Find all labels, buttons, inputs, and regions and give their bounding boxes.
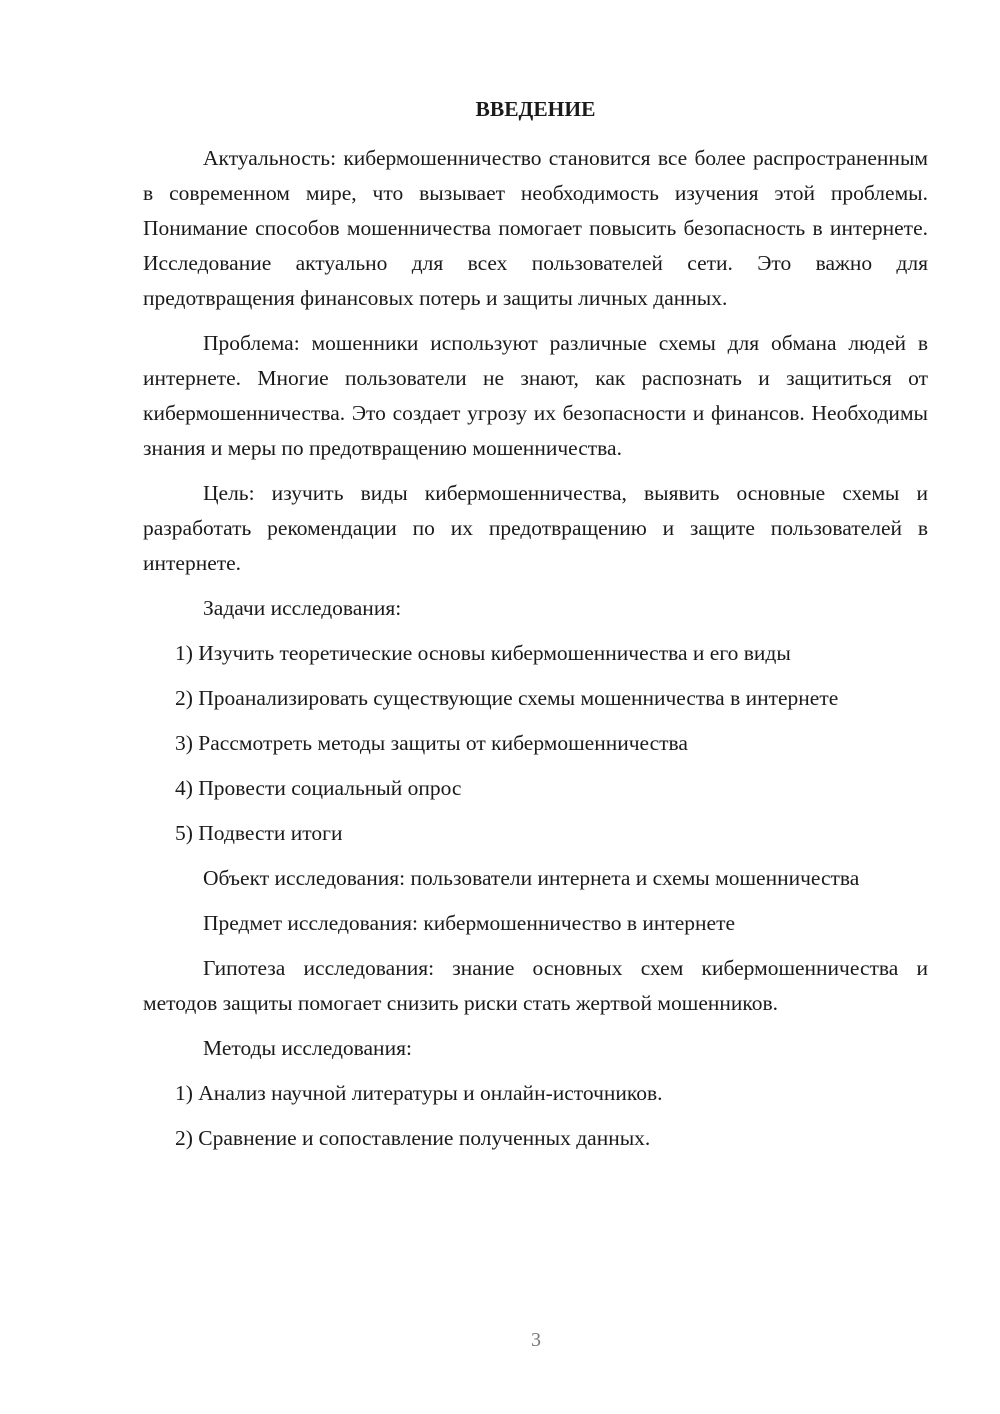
- object-paragraph: Объект исследования: пользователи интернета и схемы мошенничества: [203, 866, 860, 890]
- tasks-heading: Задачи исследования:: [203, 596, 402, 620]
- task-item: 3) Рассмотреть методы защиты от кибермошенничества: [175, 731, 688, 755]
- page-number: 3: [531, 1329, 541, 1351]
- problem-paragraph: Проблема: мошенники используют различные схемы для обмана людей в интернете. Многие пользователи не знают, как распознать и защититься от кибермошенничества. Это создает угрозу их безопасности и финансов. Необходимы знания и меры по предотвращению мошенничества.: [143, 331, 928, 460]
- task-item: 5) Подвести итоги: [175, 821, 343, 845]
- method-item: 1) Анализ научной литературы и онлайн-источников.: [175, 1081, 663, 1105]
- document-page: [143, 92, 928, 1166]
- goal-paragraph: Цель: изучить виды кибермошенничества, выявить основные схемы и разработать рекомендации по их предотвращению и защите пользователей в интернете.: [143, 481, 928, 575]
- method-item: 2) Сравнение и сопоставление полученных данных.: [175, 1126, 651, 1150]
- subject-paragraph: Предмет исследования: кибермошенничество в интернете: [203, 911, 736, 935]
- task-item: 4) Провести социальный опрос: [175, 776, 462, 800]
- relevance-paragraph: Актуальность: кибермошенничество становится все более распространенным в современном мире, что вызывает необходимость изучения этой проблемы. Понимание способов мошенничества помогает повысить безопасность в интернете. Исследование актуально для всех пользователей сети. Это важно для предотвращения финансовых потерь и защиты личных данных.: [143, 146, 928, 310]
- page-title: ВВЕДЕНИЕ: [475, 97, 596, 121]
- hypothesis-paragraph: Гипотеза исследования: знание основных схем кибермошенничества и методов защиты помогает снизить риски стать жертвой мошенников.: [143, 956, 928, 1015]
- methods-heading: Методы исследования:: [203, 1036, 412, 1060]
- task-item: 2) Проанализировать существующие схемы мошенничества в интернете: [175, 686, 839, 710]
- task-item: 1) Изучить теоретические основы кибермошенничества и его виды: [175, 641, 791, 665]
